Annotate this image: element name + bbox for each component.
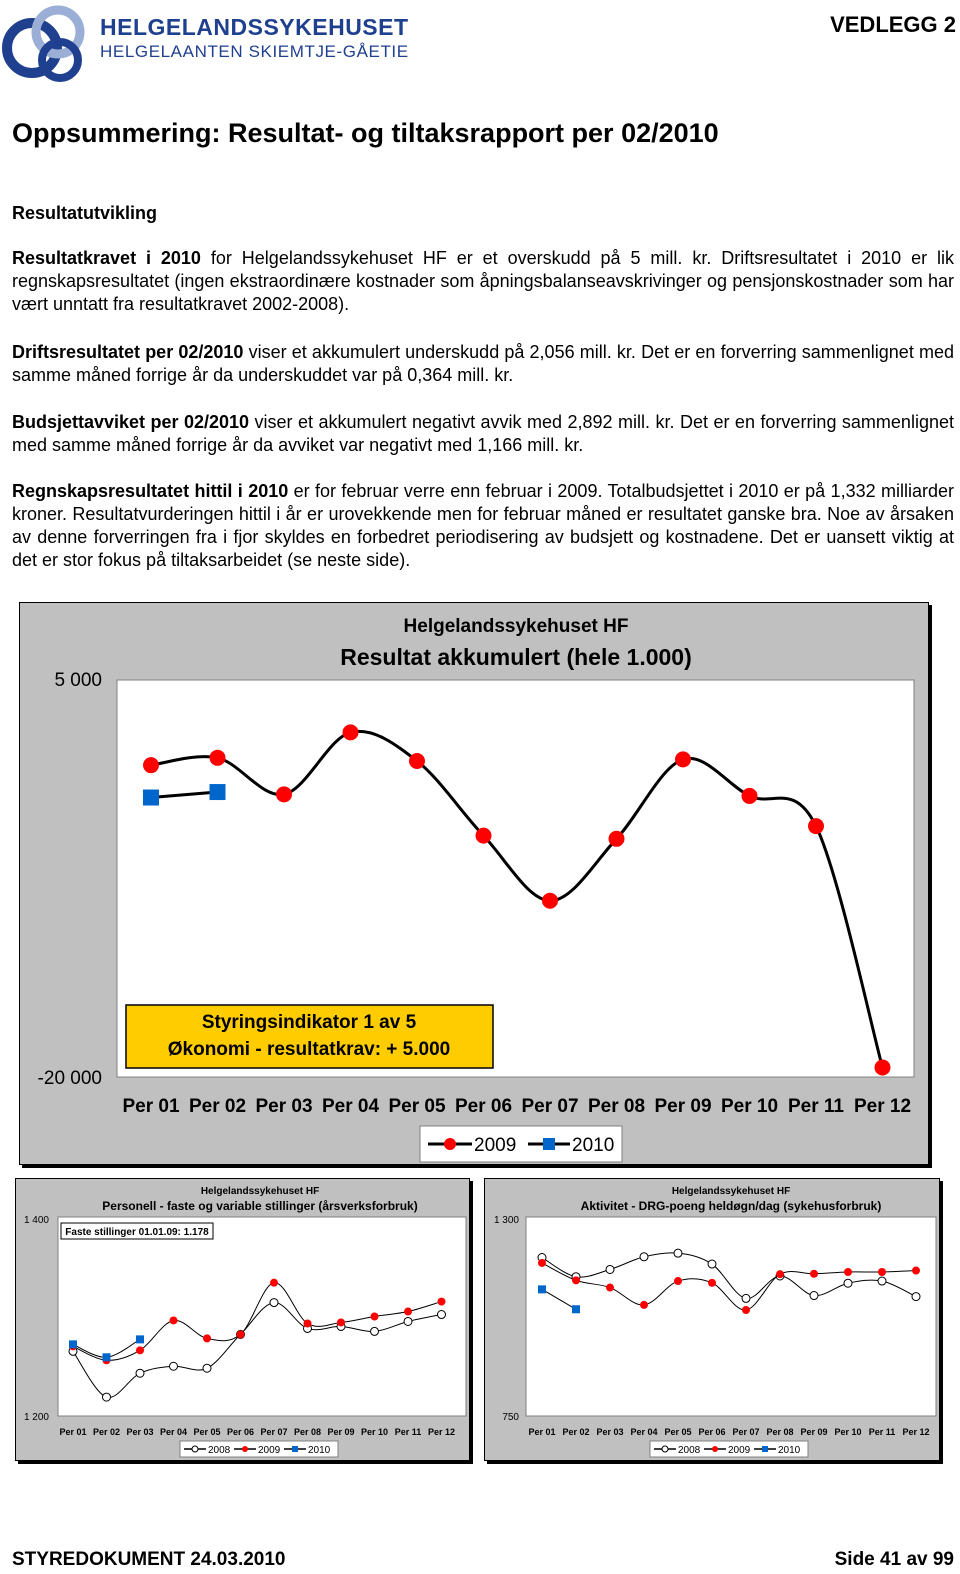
data-point-2009	[143, 757, 159, 773]
legend-label-2008: 2008	[208, 1445, 231, 1456]
y-tick-label: 5 000	[54, 670, 102, 691]
legend-label-2009: 2009	[258, 1445, 281, 1456]
data-point-2009	[572, 1276, 580, 1284]
data-point-2008	[912, 1293, 920, 1301]
data-point-2010	[143, 790, 159, 806]
x-tick-label: Per 10	[834, 1427, 862, 1437]
x-tick-label: Per 02	[92, 1427, 121, 1437]
chart-title: Aktivitet - DRG-poeng heldøgn/dag (sykehusforbruk)	[580, 1199, 882, 1213]
y-tick-label: 1 200	[23, 1412, 49, 1423]
paragraph-1: Resultatkravet i 2010 for Helgelandssykehuset HF er et overskudd på 5 mill. kr. Driftsresultatet i 2010 er lik regnskapsresultatet (ingen ekstraordinære kostnader som åpningsbalanseavskrivinger og pensjonskostnader som har vært unntatt fra resultatkravet 2002-2008).	[12, 248, 955, 314]
x-tick-label: Per 08	[766, 1427, 794, 1437]
page-title: Oppsummering: Resultat- og tiltaksrapport per 02/2010	[12, 118, 719, 148]
data-point-2009	[170, 1316, 178, 1324]
x-tick-label: Per 07	[521, 1096, 579, 1117]
data-point-2009	[337, 1318, 345, 1326]
data-point-2008	[404, 1317, 412, 1325]
data-point-2010	[136, 1335, 144, 1343]
logo	[2, 2, 92, 88]
data-point-2008	[640, 1253, 648, 1261]
footer-page: Side 41 av 99	[834, 1549, 954, 1570]
data-point-2009	[606, 1284, 614, 1292]
y-tick-label: -20 000	[37, 1068, 102, 1089]
paragraph-2: Driftsresultatet per 02/2010 viser et akkumulert underskudd på 2,056 mill. kr. Det er en forverring sammenlignet med samme måned forrige år da underskuddet var på 0,364 mill. kr.	[12, 342, 954, 385]
data-point-2009	[776, 1270, 784, 1278]
data-point-2009	[844, 1268, 852, 1276]
x-tick-label: Per 03	[255, 1096, 313, 1117]
x-tick-label: Per 04	[630, 1427, 658, 1437]
data-point-2008	[878, 1277, 886, 1285]
y-tick-label: 1 400	[23, 1215, 49, 1226]
data-point-2009	[304, 1319, 312, 1327]
chart-personell	[15, 1178, 470, 1461]
data-point-2009	[542, 893, 558, 909]
x-tick-label: Per 11	[868, 1427, 896, 1437]
data-point-2008	[270, 1299, 278, 1307]
data-point-2008	[371, 1327, 379, 1335]
x-tick-label: Per 12	[427, 1427, 456, 1437]
legend-marker-2009	[712, 1446, 718, 1452]
data-point-2008	[203, 1364, 211, 1372]
x-tick-label: Per 03	[126, 1427, 154, 1437]
x-tick-label: Per 04	[159, 1427, 188, 1437]
data-point-2009	[742, 788, 758, 804]
org-name: HELGELANDSSYKEHUSET	[100, 14, 409, 40]
x-tick-label: Per 02	[562, 1427, 590, 1437]
data-point-2009	[875, 1059, 891, 1075]
data-point-2008	[742, 1294, 750, 1302]
x-tick-label: Per 01	[122, 1096, 180, 1117]
data-point-2009	[742, 1306, 750, 1314]
legend-marker-2010	[292, 1446, 298, 1452]
data-point-2010	[210, 784, 226, 800]
data-point-2009	[810, 1270, 818, 1278]
data-point-2009	[438, 1298, 446, 1306]
x-tick-label: Per 11	[394, 1427, 422, 1437]
legend-label-2008: 2008	[678, 1445, 701, 1456]
data-point-2009	[276, 786, 292, 802]
data-point-2009	[640, 1301, 648, 1309]
x-tick-label: Per 12	[902, 1427, 930, 1437]
data-point-2009	[708, 1279, 716, 1287]
data-point-2009	[878, 1268, 886, 1276]
x-tick-label: Per 07	[260, 1427, 288, 1437]
section-heading: Resultatutvikling	[12, 203, 158, 223]
chart-resultat-svg	[20, 603, 928, 1164]
chart-title: Personell - faste og variable stillinger (årsverksforbruk)	[102, 1199, 418, 1213]
org-subname: HELGELAANTEN SKIEMTJE-GÅETIE	[100, 42, 409, 61]
legend-label-2010: 2010	[308, 1445, 331, 1456]
y-tick-label: 1 300	[493, 1215, 519, 1226]
legend-marker-2009	[444, 1138, 456, 1150]
data-point-2008	[810, 1292, 818, 1300]
plot-area	[58, 1217, 466, 1416]
data-point-2008	[606, 1265, 614, 1273]
legend-label-2009: 2009	[728, 1445, 751, 1456]
x-tick-label: Per 01	[59, 1427, 87, 1437]
paragraph-4: Regnskapsresultatet hittil i 2010 er for februar verre enn februar i 2009. Totalbudsjettet i 2010 er på 1,332 milliarder kroner. Resultatvurderingen hittil i år er urovekkende men for februar måned er resultatet ganske bra. Noe av årsaken av denne forverringen fra i fjor skyldes en forbedret periodisering av budsjett og kostnadene. Det er uansett viktig at det er stor fokus på tiltaksarbeidet (se neste side).	[12, 481, 954, 570]
data-point-2008	[438, 1311, 446, 1319]
chart-personell-svg	[16, 1179, 469, 1460]
data-point-2009	[912, 1267, 920, 1275]
chart-resultat	[19, 602, 929, 1165]
data-point-2009	[808, 818, 824, 834]
x-tick-label: Per 09	[800, 1427, 828, 1437]
annotation-text: Faste stillinger 01.01.09: 1.178	[65, 1227, 209, 1238]
x-tick-label: Per 06	[698, 1427, 726, 1437]
data-point-2008	[103, 1393, 111, 1401]
x-tick-label: Per 06	[454, 1096, 513, 1117]
legend-marker-2008	[192, 1446, 198, 1452]
data-point-2010	[538, 1285, 546, 1293]
data-point-2009	[343, 724, 359, 740]
data-point-2009	[371, 1313, 379, 1321]
chart-aktivitet-svg	[485, 1179, 939, 1460]
chart-aktivitet	[484, 1178, 940, 1461]
y-tick-label: 750	[502, 1412, 519, 1423]
legend-label-2010: 2010	[778, 1445, 801, 1456]
data-point-2009	[203, 1334, 211, 1342]
legend-marker-2008	[662, 1446, 668, 1452]
data-point-2009	[674, 1277, 682, 1285]
x-tick-label: Per 08	[587, 1096, 646, 1117]
data-point-2010	[103, 1353, 111, 1361]
paragraph-3: Budsjettavviket per 02/2010 viser et akkumulert negativt avvik med 2,892 mill. kr. Det er en forverring sammenlignet med samme måned forrige år da avviket var negativt med 1,166 mill. kr.	[12, 412, 954, 455]
data-point-2010	[572, 1305, 580, 1313]
x-tick-label: Per 07	[732, 1427, 760, 1437]
vedlegg-label: VEDLEGG 2	[830, 12, 956, 37]
x-tick-label: Per 02	[188, 1096, 247, 1117]
x-tick-label: Per 06	[226, 1427, 255, 1437]
chart-subtitle: Helgelandssykehuset HF	[200, 1186, 320, 1197]
data-point-2008	[136, 1369, 144, 1377]
legend-marker-2010	[762, 1446, 768, 1452]
data-point-2008	[170, 1362, 178, 1370]
legend-marker-2010	[543, 1138, 555, 1150]
plot-area	[526, 1217, 936, 1416]
legend-label-2009: 2009	[474, 1135, 517, 1156]
data-point-2009	[538, 1259, 546, 1267]
logo-icon	[2, 2, 92, 88]
data-point-2009	[210, 750, 226, 766]
footer-document: STYREDOKUMENT 24.03.2010	[12, 1549, 286, 1570]
x-tick-label: Per 08	[293, 1427, 322, 1437]
x-tick-label: Per 10	[360, 1427, 389, 1437]
chart-subtitle: Helgelandssykehuset HF	[403, 616, 629, 637]
annotation-line-1: Styringsindikator 1 av 5	[201, 1012, 417, 1033]
x-tick-label: Per 03	[596, 1427, 624, 1437]
x-tick-label: Per 09	[654, 1096, 712, 1117]
data-point-2009	[404, 1308, 412, 1316]
data-point-2008	[844, 1279, 852, 1287]
data-point-2009	[270, 1279, 278, 1287]
data-point-2009	[136, 1346, 144, 1354]
data-point-2009	[609, 831, 625, 847]
x-tick-label: Per 10	[720, 1096, 779, 1117]
legend-marker-2009	[242, 1446, 248, 1452]
data-point-2009	[675, 751, 691, 767]
chart-title: Resultat akkumulert (hele 1.000)	[340, 644, 692, 670]
x-tick-label: Per 11	[788, 1096, 844, 1117]
x-tick-label: Per 01	[528, 1427, 556, 1437]
legend-label-2010: 2010	[572, 1135, 615, 1156]
x-tick-label: Per 05	[388, 1096, 446, 1117]
annotation-line-2: Økonomi - resultatkrav: + 5.000	[167, 1039, 451, 1060]
data-point-2009	[409, 753, 425, 769]
data-point-2009	[237, 1330, 245, 1338]
data-point-2010	[69, 1340, 77, 1348]
data-point-2008	[674, 1249, 682, 1257]
chart-subtitle: Helgelandssykehuset HF	[671, 1186, 791, 1197]
x-tick-label: Per 09	[327, 1427, 355, 1437]
data-point-2008	[708, 1260, 716, 1268]
x-tick-label: Per 04	[321, 1096, 380, 1117]
x-tick-label: Per 05	[193, 1427, 221, 1437]
data-point-2009	[476, 828, 492, 844]
x-tick-label: Per 05	[664, 1427, 692, 1437]
x-tick-label: Per 12	[853, 1096, 912, 1117]
